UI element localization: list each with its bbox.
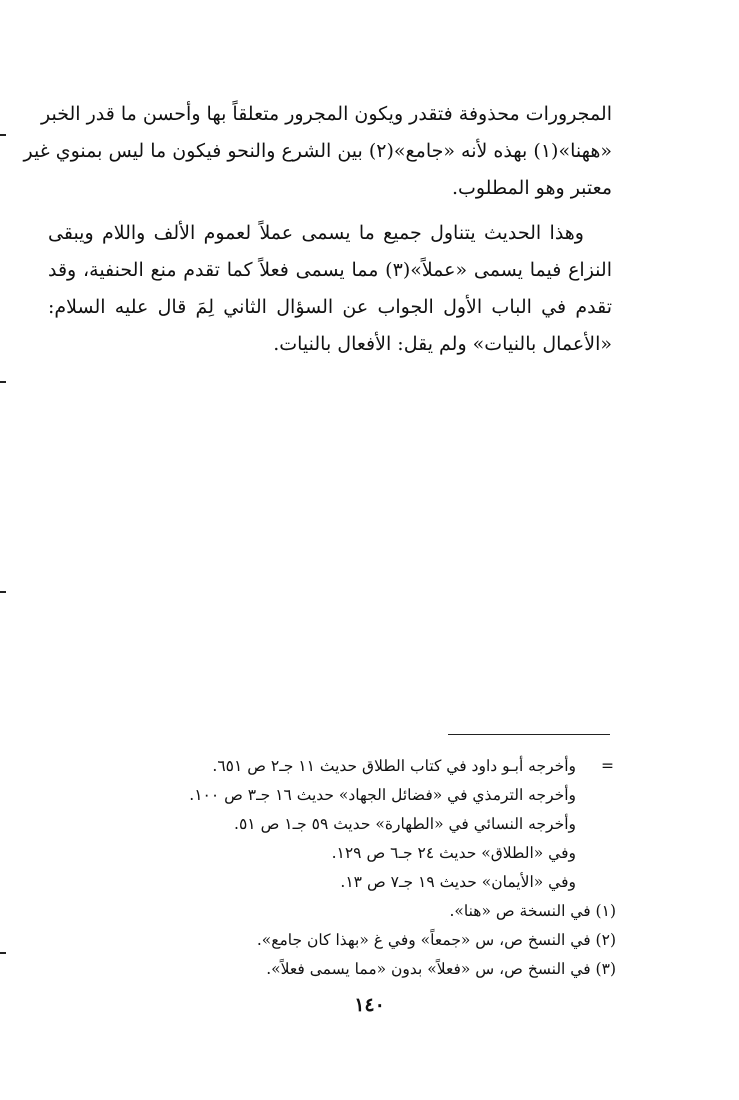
margin-mark [0, 952, 6, 954]
text-line: وهذا الحديث يتناول جميع ما يسمى عملاً لعموم الألف واللام ويبقى [48, 222, 584, 244]
margin-mark [0, 591, 6, 593]
margin-mark [0, 381, 6, 383]
footnote-continuation: = وأخرجه أبـو داود في كتاب الطلاق حديث ١١ جـ٢ ص ٦٥١. [150, 752, 616, 781]
footnote: (٣) في النسخ ص، س «فعلاً» بدون «مما يسمى فعلاً». [266, 960, 616, 978]
text-line: «ههنا»(١) بهذه لأنه «جامع»(٢) بين الشرع والنحو فيكون ما ليس بمنوي غير [23, 140, 612, 162]
footnote-continuation: وأخرجه النسائي في «الطهارة» حديث ٥٩ جـ١ ص ٥١. [234, 815, 576, 833]
footnote-divider [448, 734, 610, 735]
continuation-marker: = [601, 757, 614, 775]
footnote-continuation: وأخرجه الترمذي في «فضائل الجهاد» حديث ١٦ جـ٣ ص ١٠٠. [189, 786, 576, 804]
text-line: النزاع فيما يسمى «عملاً»(٣) مما يسمى فعلاً كما تقدم منع الحنفية، وقد [48, 259, 612, 281]
main-text [23, 96, 612, 363]
text-line: «الأعمال بالنيات» ولم يقل: الأفعال بالنيات. [273, 333, 612, 355]
text-line: تقدم في الباب الأول الجواب عن السؤال الثاني لِمَ قال عليه السلام: [48, 296, 612, 318]
margin-mark [0, 134, 6, 136]
footnotes [150, 752, 616, 984]
footnote: (١) في النسخة ص «هنا». [449, 902, 616, 920]
footnote-continuation: وفي «الطلاق» حديث ٢٤ جـ٦ ص ١٢٩. [331, 844, 576, 862]
footnote: (٢) في النسخ ص، س «جمعاً» وفي غ «بهذا كان جامع». [256, 931, 616, 949]
text-line: معتبر وهو المطلوب. [451, 177, 612, 199]
footnote-continuation: وفي «الأيمان» حديث ١٩ جـ٧ ص ١٣. [340, 873, 576, 891]
page-number: ١٤٠ [354, 994, 385, 1016]
text-line: المجرورات محذوفة فتقدر ويكون المجرور متعلقاً بها وأحسن ما قدر الخبر [41, 103, 612, 125]
